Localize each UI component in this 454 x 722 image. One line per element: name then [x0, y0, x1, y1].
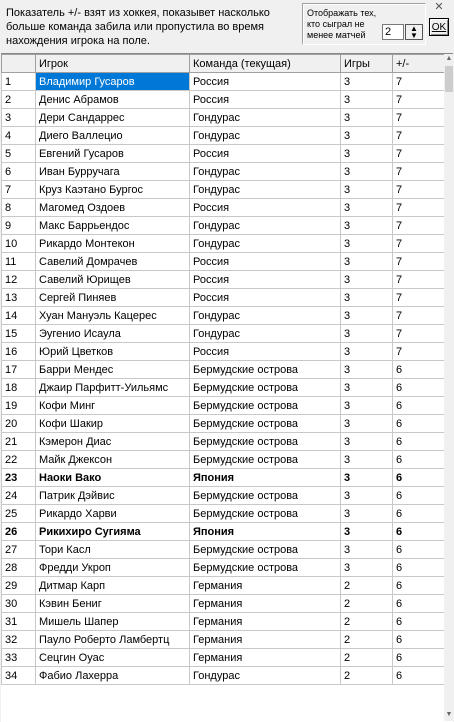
plus-minus-cell[interactable]: 7 [393, 91, 446, 109]
row-number-cell[interactable]: 8 [2, 199, 36, 217]
row-number-cell[interactable]: 27 [2, 541, 36, 559]
team-cell[interactable]: Бермудские острова [190, 559, 341, 577]
row-number-cell[interactable]: 7 [2, 181, 36, 199]
table-row[interactable] [2, 541, 446, 559]
player-cell[interactable]: Рикихиро Сугияма [36, 523, 190, 541]
games-cell[interactable]: 3 [341, 505, 393, 523]
team-cell[interactable]: Гондурас [190, 109, 341, 127]
table-row[interactable] [2, 361, 446, 379]
header-panel [0, 0, 454, 52]
table-row[interactable] [2, 667, 446, 685]
table-row[interactable] [2, 523, 446, 541]
player-cell[interactable]: Дитмар Карп [36, 577, 190, 595]
plus-minus-cell[interactable]: 6 [393, 379, 446, 397]
ok-button[interactable]: OK [429, 18, 449, 36]
table-row[interactable] [2, 73, 446, 91]
table-row[interactable] [2, 649, 446, 667]
row-number-cell[interactable]: 26 [2, 523, 36, 541]
team-cell[interactable]: Германия [190, 649, 341, 667]
plus-minus-cell[interactable]: 7 [393, 181, 446, 199]
table-header-row [2, 55, 446, 73]
player-cell[interactable]: Юрий Цветков [36, 343, 190, 361]
player-cell[interactable]: Владимир Гусаров [36, 73, 190, 91]
games-cell[interactable]: 3 [341, 109, 393, 127]
row-number-cell[interactable]: 22 [2, 451, 36, 469]
team-cell[interactable]: Гондурас [190, 163, 341, 181]
team-cell[interactable]: Гондурас [190, 325, 341, 343]
plus-minus-cell[interactable]: 7 [393, 127, 446, 145]
games-cell[interactable]: 3 [341, 307, 393, 325]
player-cell[interactable]: Магомед Оздоев [36, 199, 190, 217]
plus-minus-cell[interactable]: 7 [393, 163, 446, 181]
row-number-cell[interactable]: 33 [2, 649, 36, 667]
plus-minus-cell[interactable]: 7 [393, 199, 446, 217]
min-games-spinner[interactable] [405, 24, 423, 40]
games-cell[interactable]: 3 [341, 325, 393, 343]
player-cell[interactable]: Кофи Минг [36, 397, 190, 415]
players-grid[interactable] [1, 53, 453, 722]
player-cell[interactable]: Рикардо Харви [36, 505, 190, 523]
scroll-down-icon[interactable]: ▼ [445, 711, 453, 718]
games-cell[interactable]: 3 [341, 217, 393, 235]
player-cell[interactable]: Фредди Укроп [36, 559, 190, 577]
table-row[interactable] [2, 577, 446, 595]
table-row[interactable] [2, 271, 446, 289]
table-row[interactable] [2, 505, 446, 523]
plus-minus-cell[interactable]: 6 [393, 487, 446, 505]
row-number-cell[interactable]: 6 [2, 163, 36, 181]
table-row[interactable] [2, 217, 446, 235]
column-header-player[interactable]: Игрок [36, 55, 190, 73]
team-cell[interactable]: Гондурас [190, 235, 341, 253]
games-cell[interactable]: 3 [341, 451, 393, 469]
plus-minus-cell[interactable]: 6 [393, 559, 446, 577]
games-cell[interactable]: 3 [341, 181, 393, 199]
table-row[interactable] [2, 145, 446, 163]
player-cell[interactable]: Сецгин Оуас [36, 649, 190, 667]
plus-minus-cell[interactable]: 7 [393, 73, 446, 91]
plus-minus-cell[interactable]: 6 [393, 523, 446, 541]
games-cell[interactable]: 3 [341, 199, 393, 217]
team-cell[interactable]: Гондурас [190, 217, 341, 235]
player-cell[interactable]: Евгений Гусаров [36, 145, 190, 163]
games-cell[interactable]: 3 [341, 271, 393, 289]
games-cell[interactable]: 3 [341, 145, 393, 163]
team-cell[interactable]: Россия [190, 91, 341, 109]
player-cell[interactable]: Хуан Мануэль Кацерес [36, 307, 190, 325]
scrollbar-thumb[interactable] [445, 66, 453, 92]
games-cell[interactable]: 3 [341, 343, 393, 361]
table-row[interactable] [2, 235, 446, 253]
team-cell[interactable]: Бермудские острова [190, 397, 341, 415]
row-number-cell[interactable]: 13 [2, 289, 36, 307]
team-cell[interactable]: Япония [190, 523, 341, 541]
row-number-cell[interactable]: 15 [2, 325, 36, 343]
games-cell[interactable]: 2 [341, 595, 393, 613]
table-row[interactable] [2, 433, 446, 451]
games-cell[interactable]: 2 [341, 631, 393, 649]
scroll-up-icon[interactable]: ▲ [445, 55, 453, 62]
plus-minus-cell[interactable]: 6 [393, 433, 446, 451]
team-cell[interactable]: Бермудские острова [190, 487, 341, 505]
table-row[interactable] [2, 487, 446, 505]
table-row[interactable] [2, 613, 446, 631]
player-cell[interactable]: Рикардо Монтекон [36, 235, 190, 253]
player-cell[interactable]: Иван Бурручага [36, 163, 190, 181]
column-header-games[interactable]: Игры [341, 55, 393, 73]
table-row[interactable] [2, 163, 446, 181]
row-number-cell[interactable]: 30 [2, 595, 36, 613]
player-cell[interactable]: Савелий Домрачев [36, 253, 190, 271]
table-row[interactable] [2, 181, 446, 199]
table-row[interactable] [2, 253, 446, 271]
plus-minus-cell[interactable]: 6 [393, 649, 446, 667]
team-cell[interactable]: Гондурас [190, 127, 341, 145]
games-cell[interactable]: 3 [341, 289, 393, 307]
team-cell[interactable]: Россия [190, 73, 341, 91]
close-icon[interactable]: ✕ [434, 1, 444, 13]
table-row[interactable] [2, 559, 446, 577]
plus-minus-cell[interactable]: 6 [393, 469, 446, 487]
player-cell[interactable]: Макс Баррьендос [36, 217, 190, 235]
column-header-index[interactable] [2, 55, 36, 73]
games-cell[interactable]: 3 [341, 361, 393, 379]
player-cell[interactable]: Пауло Роберто Ламбертц [36, 631, 190, 649]
games-cell[interactable]: 3 [341, 235, 393, 253]
player-cell[interactable]: Мишель Шапер [36, 613, 190, 631]
plus-minus-cell[interactable]: 7 [393, 325, 446, 343]
spin-up-icon[interactable]: ▲ [410, 24, 418, 33]
games-cell[interactable]: 2 [341, 577, 393, 595]
min-games-input[interactable] [382, 24, 404, 40]
column-header-team[interactable]: Команда (текущая) [190, 55, 341, 73]
row-number-cell[interactable]: 24 [2, 487, 36, 505]
table-row[interactable] [2, 127, 446, 145]
games-cell[interactable]: 3 [341, 379, 393, 397]
team-cell[interactable]: Гондурас [190, 307, 341, 325]
player-cell[interactable]: Майк Джексон [36, 451, 190, 469]
table-row[interactable] [2, 199, 446, 217]
table-row[interactable] [2, 397, 446, 415]
plus-minus-cell[interactable]: 6 [393, 361, 446, 379]
table-row[interactable] [2, 325, 446, 343]
row-number-cell[interactable]: 34 [2, 667, 36, 685]
row-number-cell[interactable]: 29 [2, 577, 36, 595]
plus-minus-cell[interactable]: 7 [393, 235, 446, 253]
team-cell[interactable]: Россия [190, 271, 341, 289]
row-number-cell[interactable]: 17 [2, 361, 36, 379]
spin-down-icon[interactable]: ▼ [410, 31, 418, 40]
games-cell[interactable]: 2 [341, 667, 393, 685]
team-cell[interactable]: Бермудские острова [190, 415, 341, 433]
player-cell[interactable]: Кэвин Бениг [36, 595, 190, 613]
team-cell[interactable]: Бермудские острова [190, 541, 341, 559]
row-number-cell[interactable]: 28 [2, 559, 36, 577]
team-cell[interactable]: Бермудские острова [190, 505, 341, 523]
player-cell[interactable]: Круз Каэтано Бургос [36, 181, 190, 199]
row-number-cell[interactable]: 9 [2, 217, 36, 235]
games-cell[interactable]: 3 [341, 487, 393, 505]
player-cell[interactable]: Кофи Шакир [36, 415, 190, 433]
games-cell[interactable]: 3 [341, 253, 393, 271]
plus-minus-cell[interactable]: 6 [393, 505, 446, 523]
plus-minus-cell[interactable]: 7 [393, 307, 446, 325]
row-number-cell[interactable]: 23 [2, 469, 36, 487]
plus-minus-cell[interactable]: 7 [393, 271, 446, 289]
team-cell[interactable]: Россия [190, 343, 341, 361]
table-row[interactable] [2, 307, 446, 325]
player-cell[interactable]: Дери Сандаррес [36, 109, 190, 127]
row-number-cell[interactable]: 3 [2, 109, 36, 127]
team-cell[interactable]: Германия [190, 595, 341, 613]
column-header-plus-minus[interactable]: +/- [393, 55, 446, 73]
team-cell[interactable]: Бермудские острова [190, 379, 341, 397]
player-cell[interactable]: Эугенио Исаула [36, 325, 190, 343]
team-cell[interactable]: Бермудские острова [190, 361, 341, 379]
team-cell[interactable]: Германия [190, 577, 341, 595]
games-cell[interactable]: 3 [341, 523, 393, 541]
row-number-cell[interactable]: 31 [2, 613, 36, 631]
plus-minus-cell[interactable]: 7 [393, 109, 446, 127]
plus-minus-cell[interactable]: 6 [393, 613, 446, 631]
table-row[interactable] [2, 289, 446, 307]
team-cell[interactable]: Россия [190, 145, 341, 163]
team-cell[interactable]: Россия [190, 199, 341, 217]
games-cell[interactable]: 3 [341, 433, 393, 451]
table-row[interactable] [2, 379, 446, 397]
games-cell[interactable]: 2 [341, 649, 393, 667]
team-cell[interactable]: Гондурас [190, 667, 341, 685]
description-text: Показатель +/- взят из хоккея, показывет насколько больше команда забила или пропустила во время нахождения игрока на поле. [6, 7, 270, 47]
row-number-cell[interactable]: 16 [2, 343, 36, 361]
table-row[interactable] [2, 631, 446, 649]
team-cell[interactable]: Бермудские острова [190, 433, 341, 451]
plus-minus-cell[interactable]: 6 [393, 397, 446, 415]
games-cell[interactable]: 3 [341, 541, 393, 559]
row-number-cell[interactable]: 25 [2, 505, 36, 523]
table-row[interactable] [2, 343, 446, 361]
vertical-scrollbar[interactable] [444, 54, 454, 721]
plus-minus-cell[interactable]: 6 [393, 541, 446, 559]
player-cell[interactable]: Кэмерон Диас [36, 433, 190, 451]
player-cell[interactable]: Джаир Парфитт-Уильямс [36, 379, 190, 397]
row-number-cell[interactable]: 21 [2, 433, 36, 451]
team-cell[interactable]: Германия [190, 613, 341, 631]
row-number-cell[interactable]: 12 [2, 271, 36, 289]
player-cell[interactable]: Денис Абрамов [36, 91, 190, 109]
plus-minus-cell[interactable]: 6 [393, 631, 446, 649]
table-row[interactable] [2, 91, 446, 109]
plus-minus-cell[interactable]: 7 [393, 217, 446, 235]
row-number-cell[interactable]: 5 [2, 145, 36, 163]
min-games-label: Отображать тех, кто сыграл не менее матчей [307, 8, 377, 40]
player-cell[interactable]: Наоки Вако [36, 469, 190, 487]
plus-minus-cell[interactable]: 7 [393, 145, 446, 163]
table-row[interactable] [2, 469, 446, 487]
team-cell[interactable]: Япония [190, 469, 341, 487]
table-row[interactable] [2, 595, 446, 613]
row-number-cell[interactable]: 32 [2, 631, 36, 649]
plus-minus-cell[interactable]: 7 [393, 289, 446, 307]
games-cell[interactable]: 3 [341, 163, 393, 181]
table-row[interactable] [2, 415, 446, 433]
player-cell[interactable]: Савелий Юрищев [36, 271, 190, 289]
games-cell[interactable]: 3 [341, 397, 393, 415]
team-cell[interactable]: Гондурас [190, 181, 341, 199]
player-cell[interactable]: Барри Мендес [36, 361, 190, 379]
games-cell[interactable]: 3 [341, 73, 393, 91]
team-cell[interactable]: Россия [190, 253, 341, 271]
team-cell[interactable]: Россия [190, 289, 341, 307]
plus-minus-cell[interactable]: 7 [393, 253, 446, 271]
row-number-cell[interactable]: 4 [2, 127, 36, 145]
player-cell[interactable]: Фабио Лахерра [36, 667, 190, 685]
row-number-cell[interactable]: 19 [2, 397, 36, 415]
row-number-cell[interactable]: 1 [2, 73, 36, 91]
player-cell[interactable]: Тори Касл [36, 541, 190, 559]
player-cell[interactable]: Сергей Пиняев [36, 289, 190, 307]
player-cell[interactable]: Диего Валлецио [36, 127, 190, 145]
row-number-cell[interactable]: 10 [2, 235, 36, 253]
table-row[interactable] [2, 451, 446, 469]
games-cell[interactable]: 3 [341, 91, 393, 109]
plus-minus-cell[interactable]: 6 [393, 577, 446, 595]
games-cell[interactable]: 3 [341, 469, 393, 487]
plus-minus-cell[interactable]: 6 [393, 595, 446, 613]
row-number-cell[interactable]: 2 [2, 91, 36, 109]
player-cell[interactable]: Патрик Дэйвис [36, 487, 190, 505]
row-number-cell[interactable]: 11 [2, 253, 36, 271]
row-number-cell[interactable]: 18 [2, 379, 36, 397]
games-cell[interactable]: 3 [341, 415, 393, 433]
row-number-cell[interactable]: 14 [2, 307, 36, 325]
players-table [1, 54, 446, 685]
games-cell[interactable]: 3 [341, 127, 393, 145]
games-cell[interactable]: 3 [341, 559, 393, 577]
team-cell[interactable]: Бермудские острова [190, 451, 341, 469]
plus-minus-cell[interactable]: 6 [393, 451, 446, 469]
games-cell[interactable]: 2 [341, 613, 393, 631]
plus-minus-cell[interactable]: 6 [393, 415, 446, 433]
row-number-cell[interactable]: 20 [2, 415, 36, 433]
plus-minus-cell[interactable]: 7 [393, 343, 446, 361]
team-cell[interactable]: Германия [190, 631, 341, 649]
min-games-filter-group [302, 3, 426, 45]
plus-minus-cell[interactable]: 6 [393, 667, 446, 685]
table-row[interactable] [2, 109, 446, 127]
